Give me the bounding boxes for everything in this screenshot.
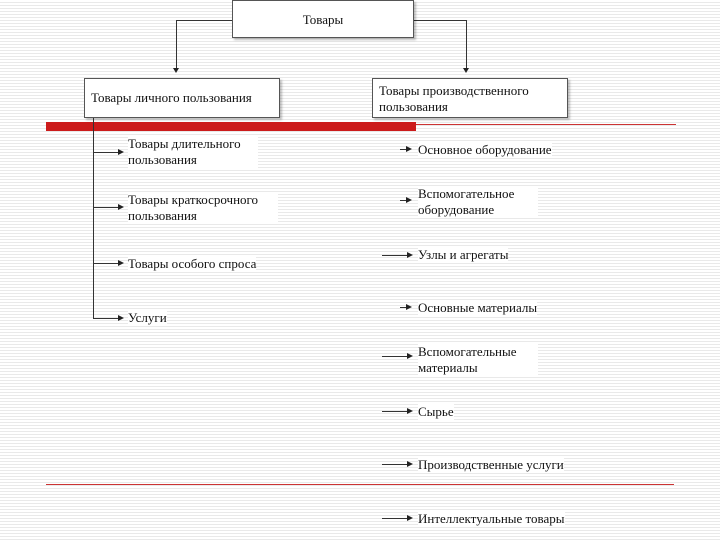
personal-item-label: Товары краткосрочного пользования [128,192,278,224]
industrial-item-label: Производственные услуги [418,457,564,472]
root-node [232,0,414,38]
arrow-to-industrial [463,68,469,73]
personal-item-connector [93,152,119,153]
accent-bar [46,122,416,131]
personal-trunk [93,118,94,318]
personal-item-label: Услуги [128,310,167,325]
personal-item-label: Товары длительного пользования [128,136,258,168]
root-left-connector [176,20,232,21]
industrial-branch-node [372,78,568,118]
industrial-item-connector [382,518,408,519]
industrial-item-connector [382,464,408,465]
industrial-item-connector [382,411,408,412]
industrial-item-arrow-icon [406,304,412,310]
industrial-item-arrow-icon [406,146,412,152]
industrial-branch-title: Товары производственного пользования [379,83,529,114]
industrial-item-label: Основное оборудование [418,142,552,157]
personal-item-arrow-icon [118,315,124,321]
industrial-item-label: Основные материалы [418,300,538,315]
personal-item-connector [93,263,119,264]
industrial-item-label: Сырье [418,404,454,419]
personal-item-connector [93,207,119,208]
personal-item-connector [93,318,119,319]
accent-rule [416,124,676,125]
root-right-connector [414,20,466,21]
connector-to-industrial [466,20,467,68]
arrow-to-personal [173,68,179,73]
industrial-item-label: Интеллектуальные товары [418,511,565,526]
industrial-item-label: Вспомогательное оборудование [418,186,538,218]
personal-item-arrow-icon [118,260,124,266]
personal-item-label: Товары особого спроса [128,256,257,271]
industrial-item-arrow-icon [406,197,412,203]
industrial-item-arrow-icon [407,353,413,359]
industrial-item-connector [382,356,408,357]
industrial-item-connector [382,255,408,256]
industrial-item-arrow-icon [407,408,413,414]
bottom-divider [46,484,674,485]
connector-to-personal [176,20,177,68]
industrial-item-arrow-icon [407,252,413,258]
personal-item-arrow-icon [118,149,124,155]
personal-item-arrow-icon [118,204,124,210]
root-node-label: Товары [302,12,344,27]
industrial-item-label: Вспомогательные материалы [418,344,538,376]
personal-branch-node [84,78,280,118]
personal-branch-title: Товары личного пользования [91,90,252,105]
industrial-item-label: Узлы и агрегаты [418,247,509,262]
industrial-item-arrow-icon [407,461,413,467]
industrial-item-arrow-icon [407,515,413,521]
